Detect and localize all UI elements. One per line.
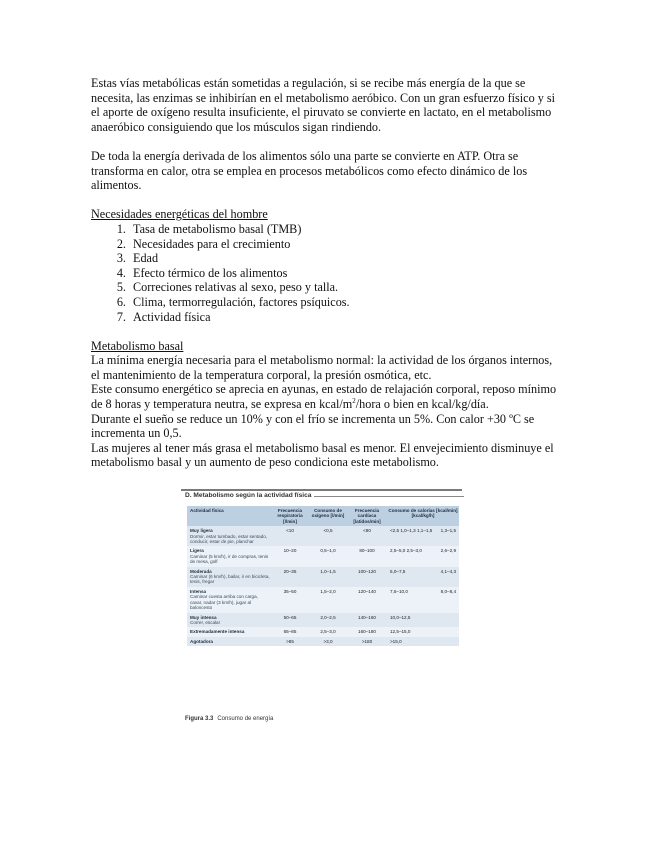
- resp-cell: 20–35: [271, 567, 309, 587]
- activity-cell: Extremadamente intensa: [187, 627, 271, 636]
- list-item: 1. Tasa de metabolismo basal (TMB): [129, 222, 563, 237]
- basal-definition: La mínima energía necesaria para el metabolismo normal: la actividad de los órganos internos, el mantenimiento de la temperatura corporal, la presión osmótica, etc.: [91, 353, 553, 382]
- heart-cell: <80: [347, 526, 387, 546]
- list-item: 5. Correciones relativas al sexo, peso y talla.: [129, 280, 563, 295]
- table-row: [187, 613, 459, 628]
- list-item: 6. Clima, termorregulación, factores psíquicos.: [129, 295, 563, 310]
- heart-cell: 120–140: [347, 587, 387, 613]
- oxygen-cell: 2,5–3,0: [309, 627, 347, 636]
- activity-cell: Muy intensa Correr, escalar: [187, 613, 271, 628]
- calories-cell: 10,0–12,5: [387, 613, 459, 628]
- calories-cell: 12,5–15,0: [387, 627, 459, 636]
- heart-cell: 80–100: [347, 546, 387, 566]
- activity-table: [187, 506, 459, 646]
- oxygen-cell: >3,0: [309, 637, 347, 646]
- needs-list: [91, 222, 563, 324]
- activity-cell: Moderada Caminar (6 km/h), bailar, ir en bicicleta, tenis, fregar: [187, 567, 271, 587]
- paragraph-atp: De toda la energía derivada de los alimentos sólo una parte se convierte en ATP. Otra se transforma en calor, otra se emplea en procesos metabólicos como efecto dinámico de los alimentos.: [91, 148, 528, 193]
- list-item: 4. Efecto térmico de los alimentos: [129, 266, 563, 281]
- header-calories: Consumo de calorías [kcal/min] [kcal/kg/h]: [387, 506, 459, 526]
- table-row: [187, 637, 459, 646]
- activity-cell: Ligera Caminar (5 km/h), ir de compras, tenis de mesa, golf: [187, 546, 271, 566]
- heart-cell: >180: [347, 637, 387, 646]
- needs-heading: Necesidades energéticas del hombre: [91, 207, 268, 222]
- heart-cell: 140–160: [347, 613, 387, 628]
- activity-cell: Intensa Caminar cuesta arriba con carga, cavar, nadar (3 km/h), jugar al baloncesto: [187, 587, 271, 613]
- header-activity: Actividad física: [187, 506, 271, 526]
- resp-cell: 50–65: [271, 613, 309, 628]
- resp-cell: <10: [271, 526, 309, 546]
- basal-sleep-cold: Durante el sueño se reduce un 10% y con el frío se incrementa un 5%. Con calor +30 ºC se incrementa un 0,5.: [91, 411, 535, 441]
- oxygen-cell: 1,0–1,5: [309, 567, 347, 587]
- resp-cell: 10–20: [271, 546, 309, 566]
- list-item: 2. Necesidades para el crecimiento: [129, 237, 563, 252]
- resp-cell: 35–50: [271, 587, 309, 613]
- calories-cell: <2,5 1,0–1,3 1,1–1,5 1,3–1,5: [387, 526, 459, 546]
- table-row: [187, 587, 459, 613]
- oxygen-cell: 1,5–2,0: [309, 587, 347, 613]
- oxygen-cell: 0,5–1,0: [309, 546, 347, 566]
- activity-cell: Muy ligera Dormir, estar tumbado, estar sentado, conducir, estar de pie, planchar: [187, 526, 271, 546]
- paragraph-regulation: Estas vías metabólicas están sometidas a regulación, si se recibe más energía de la que se necesita, las enzimas se inhibirían en el metabolismo aeróbico. Con un gran esfuerzo físico y si el aporte de oxígeno resulta insuficiente, el piruvato se convierte en lactato, en el metabolismo anaeróbico consiguiendo que los músculos sigan rindiendo.: [91, 76, 555, 134]
- header-oxygen: Consumo de oxígeno [l/min]: [309, 506, 347, 526]
- resp-cell: >85: [271, 637, 309, 646]
- list-item: 7. Actividad física: [129, 310, 563, 325]
- figure-title: D. Metabolismo según la actividad física: [185, 492, 314, 499]
- basal-women-aging: Las mujeres al tener más grasa el metabolismo basal es menor. El envejecimiento disminuye el metabolismo basal y un aumento de peso condiciona este metabolismo.: [91, 440, 554, 470]
- list-item: 3. Edad: [129, 251, 563, 266]
- heart-cell: 160–180: [347, 627, 387, 636]
- calories-cell: >15,0: [387, 637, 459, 646]
- table-row: [187, 567, 459, 587]
- table-row: [187, 526, 459, 546]
- figure-caption: Figura 3.3 Consumo de energía: [185, 716, 274, 722]
- calories-cell: 5,0–7,5 4,1–4,3: [387, 567, 459, 587]
- activity-cell: Agotadora: [187, 637, 271, 646]
- document-body: [91, 76, 563, 470]
- table-row: [187, 627, 459, 636]
- header-heart: Frecuencia cardíaca [latidos/min]: [347, 506, 387, 526]
- calories-cell: 7,5–10,0 8,0–8,4: [387, 587, 459, 613]
- heart-cell: 100–120: [347, 567, 387, 587]
- oxygen-cell: <0,5: [309, 526, 347, 546]
- calories-cell: 2,5–5,0 2,5–3,0 2,6–2,9: [387, 546, 459, 566]
- activity-metabolism-figure: [181, 489, 464, 729]
- oxygen-cell: 2,0–2,5: [309, 613, 347, 628]
- header-resp: Frecuencia respiratoria [l/min]: [271, 506, 309, 526]
- basal-measurement: Este consumo energético se aprecia en ayunas, en estado de relajación corporal, reposo mínimo de 8 horas y temperatura neutra, se expresa en kcal/$m^2$/hora o bien en kcal/kg/día.: [91, 382, 557, 412]
- basal-heading: Metabolismo basal: [91, 338, 184, 353]
- resp-cell: 65–85: [271, 627, 309, 636]
- table-row: [187, 546, 459, 566]
